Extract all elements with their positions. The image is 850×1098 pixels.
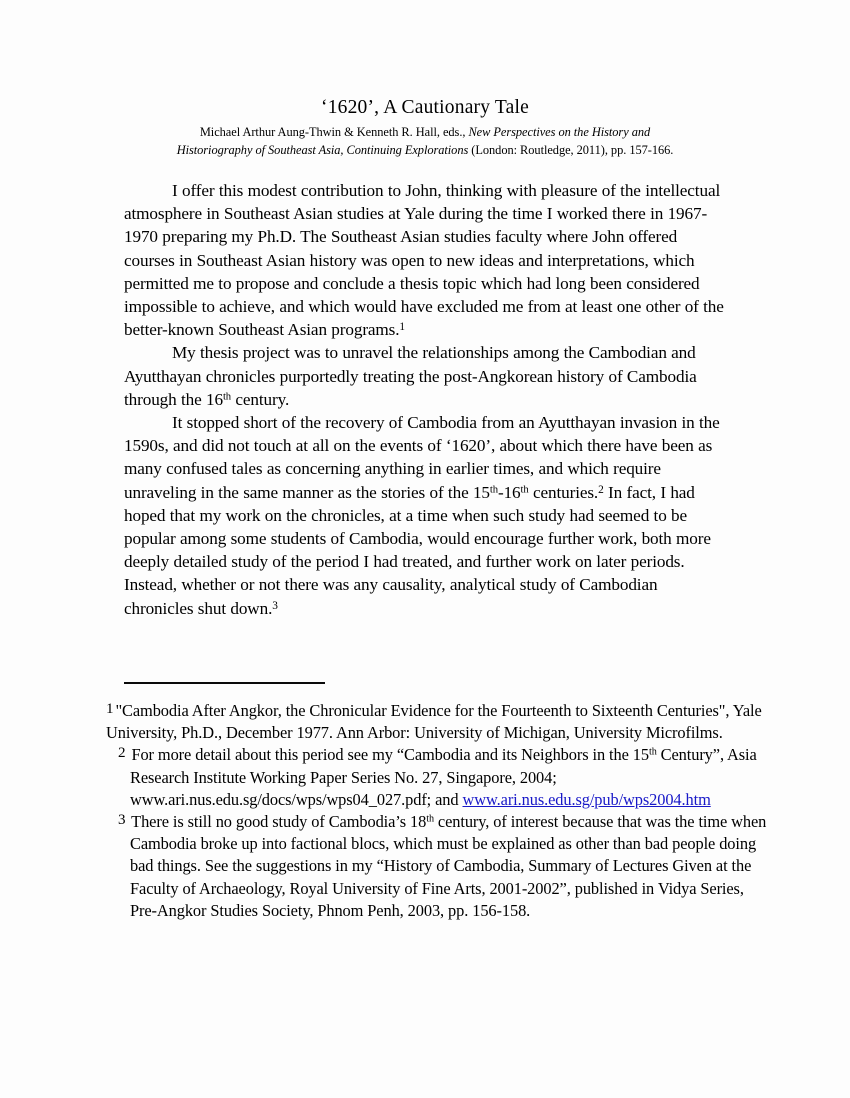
ordinal-suffix-th: th xyxy=(520,484,529,496)
paragraph-3-text-c: In fact, I had hoped that my work on the chronicles, at a time when such study had seemed to be popular among some students of Cambodia, would encourage further work, both more deeply detailed study of the period I had treated, and further work on later periods. Instead, whether or not there was any causality, analytical study of Cambodian chronicles shut down. xyxy=(124,482,711,618)
paragraph-3-text-b: centuries. xyxy=(528,482,599,502)
ordinal-suffix-th: th xyxy=(648,747,657,759)
citation-book-title-line2: Historiography of Southeast Asia, Continuing Explorations xyxy=(176,142,469,157)
body-text xyxy=(124,179,726,620)
paragraph-2-text-a: My thesis project was to unravel the relationships among the Cambodian and Ayutthayan chronicles purportedly treating the post-Angkorean history of Cambodia through the 16 xyxy=(124,343,697,409)
footnote-3 xyxy=(118,811,774,922)
paragraph-3 xyxy=(124,411,726,620)
citation-book-title-line1: New Perspectives on the History and xyxy=(468,125,651,139)
citation-editors: Michael Arthur Aung-Thwin & Kenneth R. Hall, eds., xyxy=(199,125,469,139)
footnote-3-text-a: There is still no good study of Cambodia’s 18 xyxy=(127,812,427,832)
footnotes-section xyxy=(106,700,774,922)
footnote-2-number: 2 xyxy=(118,745,126,762)
footnote-3-number: 3 xyxy=(118,811,126,828)
footnote-3-text-b: century, of interest because that was the time when Cambodia broke up into factional blocs, which must be explained as other than bad people doing bad things. See the suggestions in my “History of Cambodia, Summary of Lectures Given at the Faculty of Archaeology, Royal University of Fine Arts, 2001-2002”, published in Vidya Series, Pre-Angkor Studies Society, Phnom Penh, 2003, pp. 156-158. xyxy=(130,812,767,920)
citation-line xyxy=(124,124,726,159)
ordinal-suffix-th: th xyxy=(426,813,434,825)
footnote-separator-rule xyxy=(124,682,325,684)
page-title: ‘1620’, A Cautionary Tale xyxy=(321,97,529,118)
paragraph-3-text-a: It stopped short of the recovery of Cambodia from an Ayutthayan invasion in the 1590s, and did not touch at all on the events of ‘1620’, about which there have been as many confused tales as concerning anything in earlier times, and which require unraveling in the same manner as the stories of the 15 xyxy=(124,413,720,502)
citation-publisher: (London: Routledge, 2011), pp. 157-166. xyxy=(468,142,674,157)
footnote-2-text-a: For more detail about this period see my “Cambodia and its Neighbors in the 15 xyxy=(127,745,649,765)
footnote-ref-1[interactable]: 1 xyxy=(399,321,405,334)
footnote-1-number: 1 xyxy=(106,700,114,717)
ordinal-suffix-th: th xyxy=(489,484,498,496)
title-block xyxy=(124,96,726,159)
footnote-ref-3[interactable]: 3 xyxy=(272,599,278,612)
paragraph-2 xyxy=(124,341,726,411)
ordinal-suffix-th: th xyxy=(222,391,232,403)
footnote-2-hyperlink[interactable]: www.ari.nus.edu.sg/pub/wps2004.htm xyxy=(462,789,711,809)
footnote-1-text: "Cambodia After Angkor, the Chronicular Evidence for the Fourteenth to Sixteenth Centuries", Yale University, Ph.D., December 1977. Ann Arbor: University of Michigan, University Microfilms. xyxy=(106,701,762,743)
paragraph-2-text-b: century. xyxy=(231,389,290,409)
paragraph-3-text-mid: -16 xyxy=(497,482,521,502)
footnote-2-text-b: Century”, Asia Research Institute Working Paper Series No. 27, Singapore, 2004; www.ari.nus.edu.sg/docs/wps/wps04_027.pdf; and xyxy=(130,745,757,809)
paragraph-1 xyxy=(124,179,726,341)
footnote-2 xyxy=(118,744,774,811)
footnote-1 xyxy=(106,700,774,744)
paragraph-1-text: I offer this modest contribution to John, thinking with pleasure of the intellectual atmosphere in Southeast Asian studies at Yale during the time I worked there in 1967-1970 preparing my Ph.D. The Southeast Asian studies faculty where John offered courses in Southeast Asian history was open to new ideas and interpretations, which permitted me to propose and conclude a thesis topic which had long been considered impossible to achieve, and which would have excluded me from at least one other of the better-known Southeast Asian programs. xyxy=(124,181,724,340)
footnote-ref-2[interactable]: 2 xyxy=(598,483,604,496)
